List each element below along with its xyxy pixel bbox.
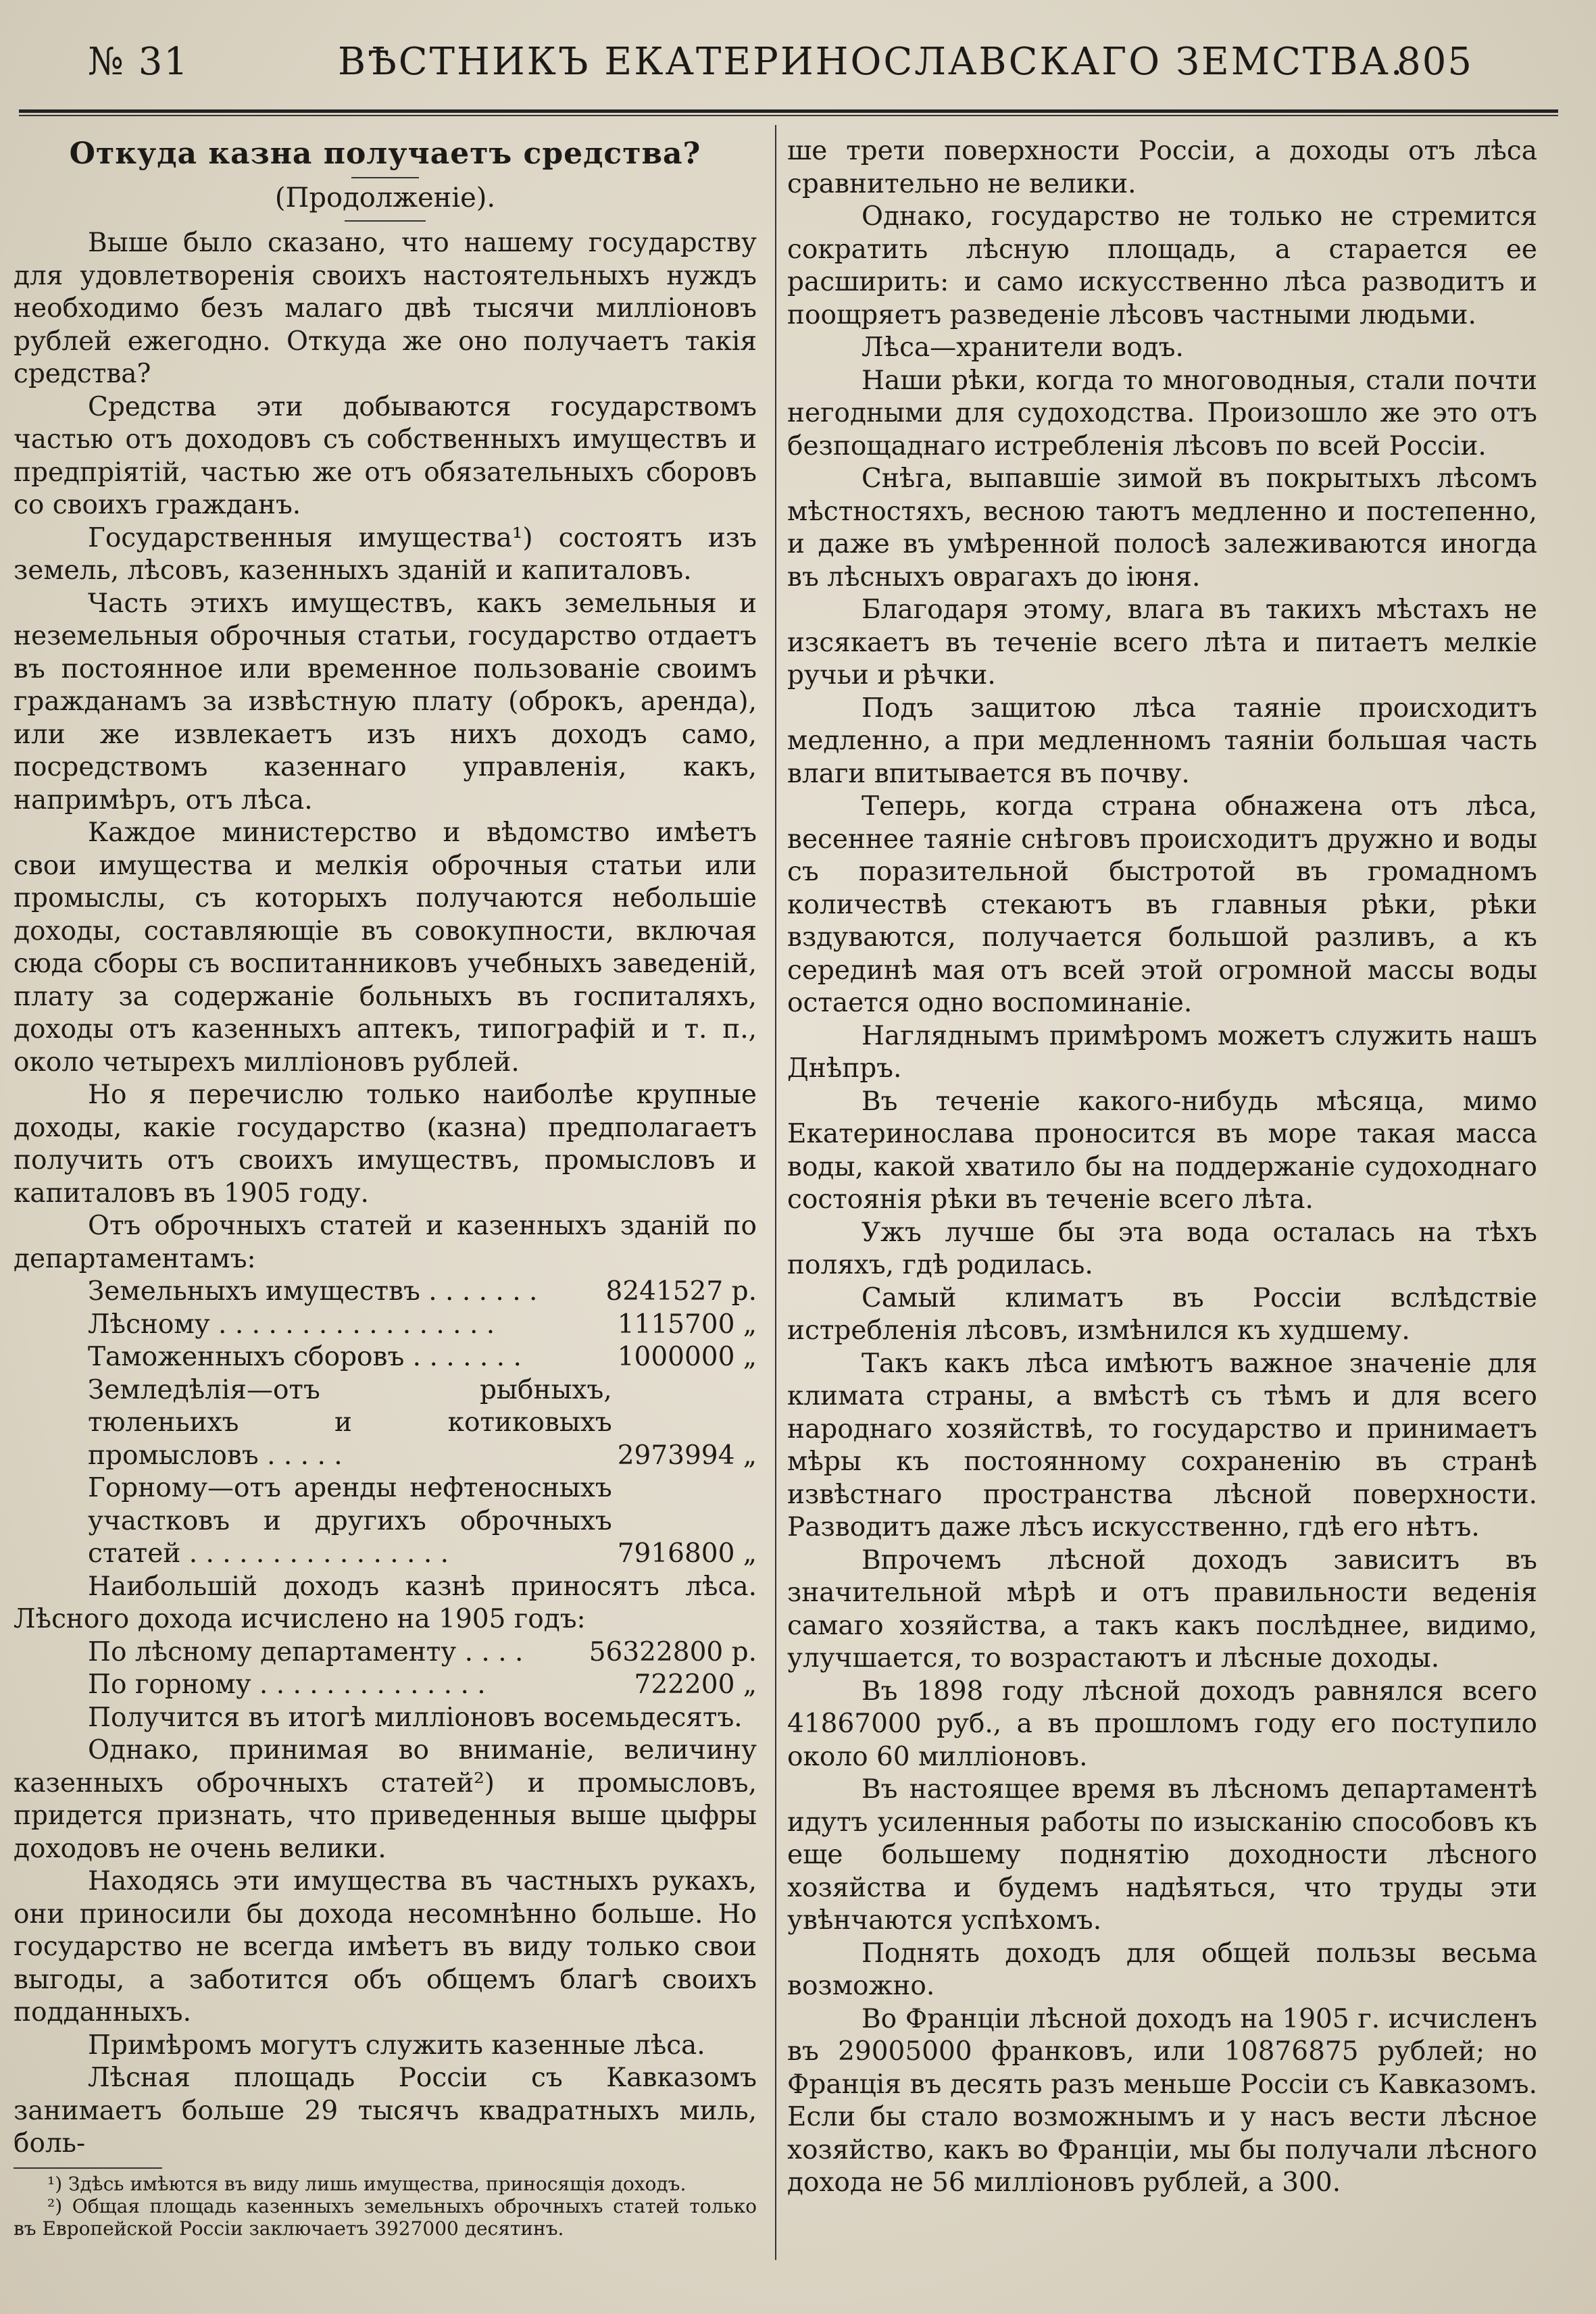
paragraph: Теперь, когда страна обнажена отъ лѣса, весеннее таяніе снѣговъ происходитъ дружно и воды съ поразительной быстротой въ громадномъ количествѣ стекаютъ въ главныя рѣки, рѣки вздуваются, получается большой разливъ, а къ серединѣ мая отъ всей этой огромной массы воды остается одно воспоминаніе.	[787, 791, 1537, 1018]
paragraph: Впрочемъ лѣсной доходъ зависитъ въ значительной мѣрѣ и отъ правильности веденія самаго хозяйства, а такъ какъ послѣднее, видимо, улучшается, то возрастаютъ и лѣсные доходы.	[787, 1544, 1537, 1674]
paragraph: Такъ какъ лѣса имѣютъ важное значеніе для климата страны, а вмѣстѣ съ тѣмъ и для всего народнаго хозяйствѣ, то государство и принимаетъ мѣры къ постоянному сохраненію въ странѣ извѣстнаго пространства лѣсной поверхности. Разводитъ даже лѣсъ искусственно, гдѣ его нѣтъ.	[787, 1348, 1537, 1542]
paragraph: Выше было сказано, что нашему государству для удовлетворенія своихъ настоятельныхъ нуждъ необходимо безъ малаго двѣ тысячи милліоновъ рублей ежегодно. Откуда же оно получаетъ такія средства?	[14, 228, 757, 389]
forest-revenue-label: По лѣсному департаменту . . . .	[88, 1636, 524, 1667]
paragraph: Примѣромъ могутъ служить казенные лѣса.	[88, 2030, 705, 2061]
paragraph: Государственныя имущества¹) состоятъ изъ земель, лѣсовъ, казенныхъ зданій и капиталовъ.	[14, 522, 757, 586]
paragraph: Поднять доходъ для общей пользы весьма возможно.	[787, 1938, 1537, 2001]
journal-title: ВѢСТНИКЪ ЕКАТЕРИНОСЛАВСКАГО ЗЕМСТВА.	[338, 40, 1405, 84]
revenue-label: Земельныхъ имуществъ . . . . . . .	[88, 1276, 538, 1307]
paragraph: Получится въ итогѣ милліоновъ восемьдесятъ.	[88, 1702, 743, 1733]
paragraph: Наши рѣки, когда то многоводныя, стали почти негодными для судоходства. Произошло же это отъ безпощаднаго истребленія лѣсовъ по всей Россіи.	[787, 365, 1537, 461]
paragraph: Лѣса—хранители водъ.	[862, 332, 1184, 363]
paragraph: Наибольшій доходъ казнѣ приносятъ лѣса. Лѣсного дохода исчислено на 1905 годъ:	[14, 1571, 757, 1634]
header-rule	[19, 109, 1558, 113]
revenue-value: 8241527 р.	[605, 1276, 757, 1307]
paragraph: Каждое министерство и вѣдомство имѣетъ свои имущества и мелкія оброчныя статьи или промыслы, съ которыхъ получаются небольшіе доходы, составляющіе въ совокупности, включая сюда сборы съ воспитанниковъ учебныхъ заведеній, плату за содержаніе больныхъ въ госпиталяхъ, доходы отъ казенныхъ аптекъ, типографій и т. п., около четырехъ милліоновъ рублей.	[14, 818, 757, 1078]
revenue-label: Таможенныхъ сборовъ . . . . . . .	[88, 1342, 522, 1372]
header-rule-thin	[19, 115, 1558, 116]
forest-revenue-value: 722200 „	[634, 1669, 757, 1700]
forest-revenue-label: По горному . . . . . . . . . . . . . .	[88, 1669, 486, 1700]
paragraph: Въ теченіе какого-нибудь мѣсяца, мимо Екатеринослава проносится въ море такая масса воды, какой хватило бы на поддержаніе судоходнаго состоянія рѣки въ теченіе всего лѣта.	[787, 1086, 1537, 1215]
paragraph: Самый климатъ въ Россіи вслѣдствіе истребленія лѣсовъ, измѣнился къ худшему.	[787, 1282, 1537, 1346]
forest-revenue-value: 56322800 р.	[589, 1636, 757, 1667]
paragraph: Отъ оброчныхъ статей и казенныхъ зданій по департаментамъ:	[14, 1211, 757, 1274]
paragraph: Въ настоящее время въ лѣсномъ департаментѣ идутъ усиленныя работы по изысканію способовъ къ еще большему поднятію доходности лѣсного хозяйства и будемъ надѣяться, что труды эти увѣнчаются успѣхомъ.	[787, 1774, 1537, 1936]
revenue-label: Горному—отъ аренды нефтеносныхъ участковъ и другихъ оброчныхъ статей . . . . . . . . . . . . . . . .	[88, 1473, 612, 1569]
paragraph: Однако, принимая во вниманіе, величину казенныхъ оброчныхъ статей²) и промысловъ, придется признать, что приведенныя выше цыфры доходовъ не очень велики.	[14, 1735, 757, 1864]
revenue-value: 1115700 „	[617, 1309, 757, 1340]
revenue-row	[14, 1472, 757, 1571]
left-column	[14, 135, 757, 2240]
paragraph: Лѣсная площадь Россіи съ Кавказомъ занимаетъ больше 29 тысячъ квадратныхъ миль, боль-	[14, 2063, 757, 2159]
forest-revenue-row	[14, 1636, 757, 1669]
article-title: Откуда казна получаетъ средства?	[69, 136, 701, 171]
paragraph: Снѣга, выпавшіе зимой въ покрытыхъ лѣсомъ мѣстностяхъ, весною таютъ медленно и постепенно, и даже въ умѣренной полосѣ залеживаются иногда въ лѣсныхъ оврагахъ до іюня.	[787, 463, 1537, 593]
paragraph: Благодаря этому, влага въ такихъ мѣстахъ не изсякаетъ въ теченіе всего лѣта и питаетъ мелкіе ручьи и рѣчки.	[787, 595, 1537, 690]
paragraph: Подъ защитою лѣса таяніе происходитъ медленно, а при медленномъ таяніи большая часть влаги впитывается въ почву.	[787, 693, 1537, 789]
revenue-row	[14, 1309, 757, 1342]
revenue-label: Лѣсному . . . . . . . . . . . . . . . . .	[88, 1309, 495, 1340]
paragraph: Во Франціи лѣсной доходъ на 1905 г. исчисленъ въ 29005000 франковъ, или 10876875 рублей; но Франція въ десять разъ меньше Россіи съ Кавказомъ. Если бы стало возможнымъ и у насъ вести лѣсное хозяйство, какъ во Франціи, мы бы получали лѣсного дохода не 56 милліоновъ рублей, а 300.	[787, 2003, 1537, 2198]
footnote: ²) Общая площадь казенныхъ земельныхъ оброчныхъ статей только въ Европейской Россіи заключаетъ 3927000 десятинъ.	[14, 2194, 757, 2240]
revenue-label: Земледѣлія—отъ рыбныхъ, тюленьихъ и котиковыхъ промысловъ . . . . .	[88, 1374, 612, 1471]
subtitle-rule	[345, 220, 426, 222]
revenue-value: 2973994 „	[617, 1440, 757, 1471]
right-column	[787, 135, 1537, 2200]
revenue-row	[14, 1276, 757, 1309]
paragraph: Въ 1898 году лѣсной доходъ равнялся всего 41867000 руб., а въ прошломъ году его поступило около 60 милліоновъ.	[787, 1676, 1537, 1772]
article-subtitle: (Продолженіе).	[274, 182, 496, 213]
page-number: 805	[1397, 40, 1473, 84]
paragraph: Находясь эти имущества въ частныхъ рукахъ, они приносили бы дохода несомнѣнно больше. Но государство не всегда имѣетъ въ виду только свои выгоды, а заботится объ общемъ благѣ своихъ подданныхъ.	[14, 1866, 757, 2028]
footnote: ¹) Здѣсь имѣются въ виду лишь имущества, приносящія доходъ.	[47, 2172, 687, 2195]
paragraph: Нагляднымъ примѣромъ можетъ служить нашъ Днѣпръ.	[787, 1020, 1537, 1084]
paragraph: Часть этихъ имуществъ, какъ земельныя и неземельныя оброчныя статьи, государство отдаетъ въ постоянное или временное пользованіе своимъ гражданамъ за извѣстную плату (оброкъ, аренда), или же извлекаетъ изъ нихъ доходъ само, посредствомъ казеннаго управленія, какъ, напримѣръ, отъ лѣса.	[14, 588, 757, 815]
paragraph: Однако, государство не только не стремится сократить лѣсную площадь, а старается ее расширить: и само искусственно лѣса разводитъ и поощряетъ разведеніе лѣсовъ частными людьми.	[787, 201, 1537, 330]
revenue-row	[14, 1374, 757, 1473]
paragraph: Средства эти добываются государствомъ частью отъ доходовъ съ собственныхъ имуществъ и предпріятій, частью же отъ обязательныхъ сборовъ со своихъ гражданъ.	[14, 391, 757, 520]
paragraph: Но я перечислю только наиболѣе крупные доходы, какіе государство (казна) предполагаетъ получить отъ своихъ имуществъ, промысловъ и капиталовъ въ 1905 году.	[14, 1080, 757, 1209]
revenue-value: 1000000 „	[617, 1342, 757, 1372]
forest-revenue-row	[14, 1669, 757, 1702]
column-divider	[775, 125, 776, 2260]
footnote-rule	[14, 2167, 162, 2169]
revenue-value: 7916800 „	[617, 1538, 757, 1569]
page-header	[81, 35, 1473, 89]
issue-number: № 31	[88, 40, 190, 84]
paragraph: ше трети поверхности Россіи, а доходы отъ лѣса сравнительно не велики.	[787, 136, 1537, 199]
revenue-row	[14, 1341, 757, 1374]
paragraph: Ужъ лучше бы эта вода осталась на тѣхъ поляхъ, гдѣ родилась.	[787, 1217, 1537, 1280]
title-rule	[351, 177, 419, 178]
